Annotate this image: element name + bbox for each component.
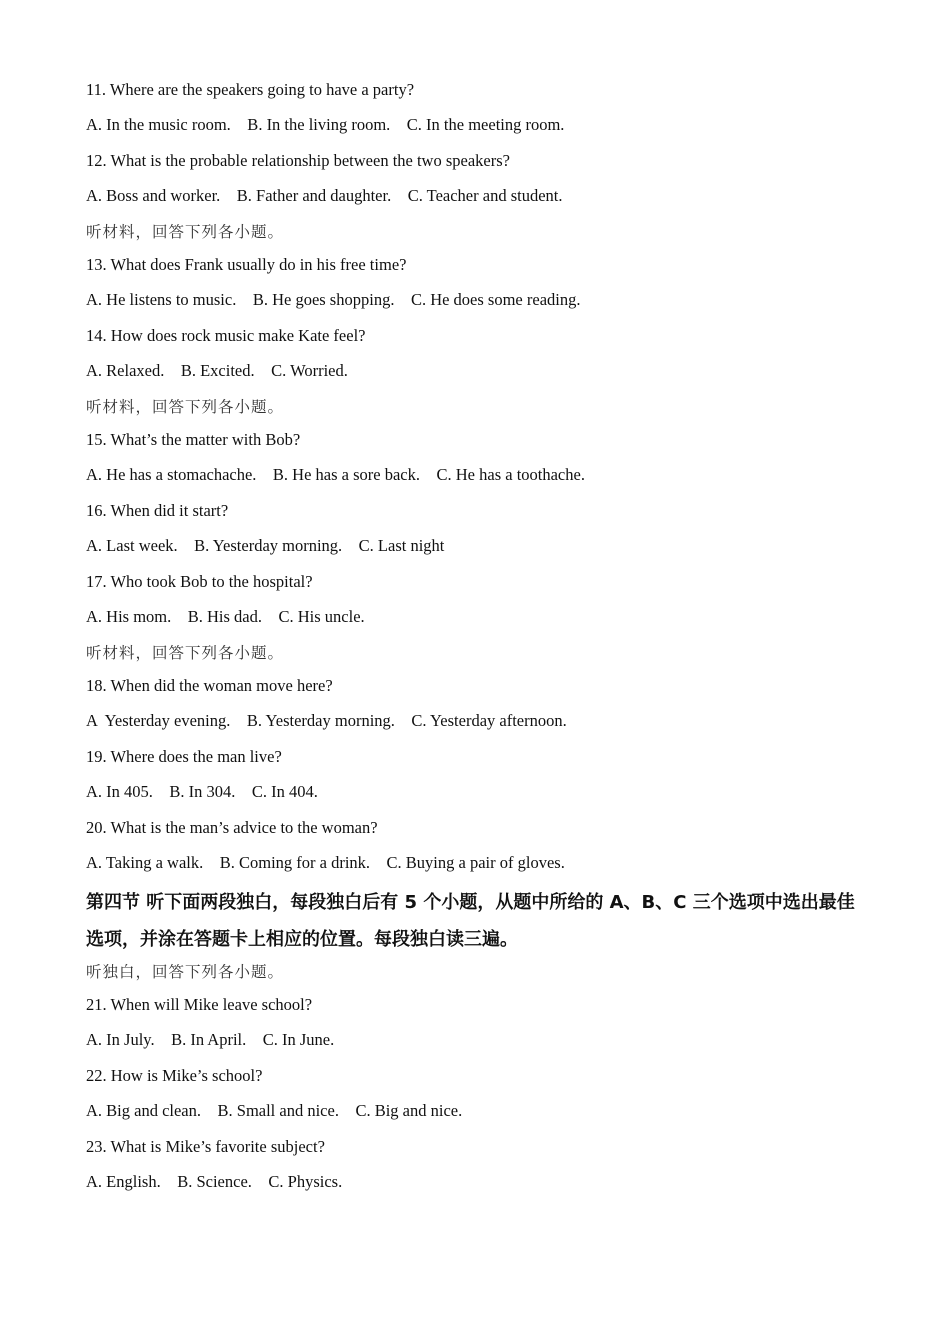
question-13: 13. What does Frank usually do in his free time? <box>86 255 407 274</box>
options-22: A. Big and clean. B. Small and nice. C. Big and nice. <box>86 1101 463 1120</box>
options-17: A. His mom. B. His dad. C. His uncle. <box>86 607 365 626</box>
options-21: A. In July. B. In April. C. In June. <box>86 1030 335 1049</box>
question-15: 15. What’s the matter with Bob? <box>86 430 301 449</box>
options-19: A. In 405. B. In 304. C. In 404. <box>86 782 318 801</box>
options-11: A. In the music room. B. In the living room. C. In the meeting room. <box>86 115 565 134</box>
question-17: 17. Who took Bob to the hospital? <box>86 572 313 591</box>
question-11: 11. Where are the speakers going to have a party? <box>86 80 415 99</box>
question-16: 16. When did it start? <box>86 501 229 520</box>
question-14: 14. How does rock music make Kate feel? <box>86 326 366 345</box>
options-20: A. Taking a walk. B. Coming for a drink. C. Buying a pair of gloves. <box>86 853 565 872</box>
listening-instruction: 听材料，回答下列各小题。 <box>86 398 285 416</box>
options-12: A. Boss and worker. B. Father and daughter. C. Teacher and student. <box>86 186 563 205</box>
options-15: A. He has a stomachache. B. He has a sore back. C. He has a toothache. <box>86 465 585 484</box>
question-23: 23. What is Mike’s favorite subject? <box>86 1137 325 1156</box>
options-14: A. Relaxed. B. Excited. C. Worried. <box>86 361 348 380</box>
options-13: A. He listens to music. B. He goes shopping. C. He does some reading. <box>86 290 581 309</box>
question-22: 22. How is Mike’s school? <box>86 1066 263 1085</box>
listening-instruction: 听材料，回答下列各小题。 <box>86 644 285 662</box>
options-23: A. English. B. Science. C. Physics. <box>86 1172 343 1191</box>
options-16: A. Last week. B. Yesterday morning. C. Last night <box>86 536 445 555</box>
options-18: A Yesterday evening. B. Yesterday morning. C. Yesterday afternoon. <box>86 711 567 730</box>
section-four-heading: 第四节 听下面两段独白，每段独白后有 5 个小题，从题中所给的 A、B、C 三个选项中选出最佳选项，并涂在答题卡上相应的位置。每段独白读三遍。 <box>86 892 855 950</box>
question-18: 18. When did the woman move here? <box>86 676 333 695</box>
monologue-instruction: 听独白，回答下列各小题。 <box>86 963 285 981</box>
exam-page <box>86 78 876 1206</box>
question-12: 12. What is the probable relationship between the two speakers? <box>86 151 510 170</box>
question-21: 21. When will Mike leave school? <box>86 995 313 1014</box>
question-19: 19. Where does the man live? <box>86 747 282 766</box>
listening-instruction: 听材料，回答下列各小题。 <box>86 223 285 241</box>
question-20: 20. What is the man’s advice to the woman? <box>86 818 378 837</box>
